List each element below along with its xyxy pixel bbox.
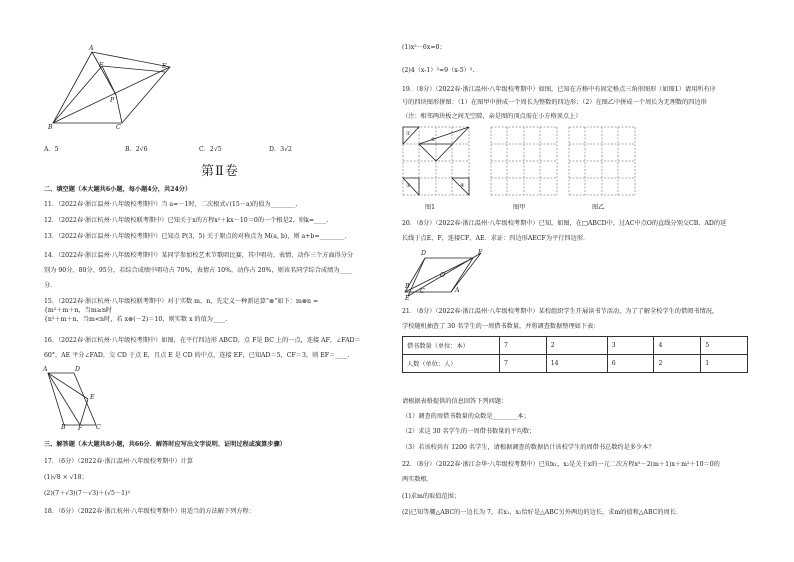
grid-figure-yi xyxy=(569,127,635,197)
fig2-label-d: D xyxy=(75,366,80,373)
table-cell: 借书数量（单位：本） xyxy=(403,337,500,355)
table-cell: 4 xyxy=(654,337,701,355)
caption-fig-jia: 图甲 xyxy=(513,204,526,211)
book-count-table xyxy=(402,336,748,373)
svg-text:③: ③ xyxy=(406,183,411,189)
table-row xyxy=(403,355,748,373)
fig1-label-p: P xyxy=(110,97,115,104)
section2-heading: 二、填空题（本大题共6小题，每小题4分，共24分） xyxy=(44,186,192,193)
part2-title: 第Ⅱ卷 xyxy=(201,164,239,179)
question-21-part3: （3）若该校共有 1200 名学生，请根据调查的数据估计该校学生的周借书总数约是多少本？ xyxy=(402,444,655,451)
choice-b: B．2√6 xyxy=(125,146,148,153)
fig1-label-f: F xyxy=(99,62,104,69)
caption-fig1: 图1 xyxy=(425,204,436,211)
question-18-eq2: (2)4（x-1）²=9（x-5）². xyxy=(402,67,475,74)
svg-text:②: ② xyxy=(431,137,436,143)
fig3-label-f: F xyxy=(478,249,483,256)
question-15-line1: 15．（2022春·浙江杭州·八年级校联考期中）对于实数 m，n，先定义一种新运算“⊗”如下：m⊗n = xyxy=(44,298,319,305)
fig3-label-d: D xyxy=(421,250,426,257)
table-cell: 6 xyxy=(607,355,654,373)
question-18-eq1: (1)x²－6x=0； xyxy=(402,44,446,51)
question-12: 12．（2022春·浙江杭州·八年级校联考期中）已知关于x的方程x²＋kx－10＝0的一个根是2，则k=____. xyxy=(44,217,329,224)
fig2-label-c: C xyxy=(96,424,101,431)
caption-fig-yi: 图乙 xyxy=(592,204,605,211)
question-16-line2: 60°，AE 平分∠FAD，交 CD 于点 E，且点 E 是 CD 的中点，连接 EF，已知AD＝5，CF＝3，则 EF＝____. xyxy=(44,352,350,359)
question-15-line2: {m²＋m＋n，当m≥n时 xyxy=(44,307,113,314)
table-cell: 人数（单位：人） xyxy=(403,355,500,373)
question-14-line3: 分. xyxy=(44,282,53,289)
fig3-label-o: O xyxy=(440,272,446,279)
fig2-label-e: E xyxy=(90,394,95,401)
table-cell: 7 xyxy=(500,355,547,373)
choice-d: D．3√2 xyxy=(269,146,292,153)
question-22-line1: 22．（8分）（2022春·浙江金华·八年级校考期中）已知x₁，x₂是关于x的一元二次方程x²－2(m＋1)x＋m²＋10＝0的 xyxy=(402,461,720,468)
fig1-label-a: A xyxy=(89,45,94,52)
fig2-label-b: B xyxy=(61,424,66,431)
question-21-line1: 21．（8分）（2022春·浙江温州·八年级校考期中）某校组织学生开展读书节活动，为了了解全校学生的借阅书情况， xyxy=(402,308,719,315)
question-15-line3: {n²＋m＋n，当m<n时，若 x⊗(－2)＝10，则实数 x 的值为____. xyxy=(44,316,228,323)
question-17-part2: (2)(7＋√3)(7－√3)＋(√5－1)² xyxy=(44,490,130,497)
question-22-part1: (1)求m的取值范围； xyxy=(402,493,460,500)
question-20-line1: 20．（8分）（2022春·浙江温州·八年级校考期中）已知，如图，在□ABCD中，过AC中点O的直线分别交CB、AD的延 xyxy=(402,220,727,227)
table-cell: 2 xyxy=(654,355,701,373)
table-cell: 3 xyxy=(607,337,654,355)
question-19-line1: 19．（8分）（2022春·浙江温州·八年级校考期中）如图，已知在方格中有固定格点三角形图形（如图1）请用所有序 xyxy=(402,86,716,93)
table-cell: 1 xyxy=(701,355,748,373)
question-11: 11．（2022春·浙江温州·八年级校考期中）当 a=－1时，二次根式√(15－a)的值为________. xyxy=(44,201,298,208)
question-13: 13．（2022春·浙江温州·八年级校考期中）已知点 P(3，5) 关于原点的对称点为 M(a, b)，则 a+b=________. xyxy=(44,233,347,240)
parallelogram-figure-1 xyxy=(50,45,190,130)
question-14-line1: 14．（2022春·浙江温州·八年级校考期中）某同学参加校艺术节歌唱比赛，其中唱功、表情、动作三个方面得分分 xyxy=(44,252,354,259)
question-17: 17．（6分）（2022春·浙江温州·八年级校考期中）计算 xyxy=(44,458,194,465)
svg-text:④: ④ xyxy=(460,183,465,189)
fig3-label-a: A xyxy=(455,287,460,294)
question-16-line1: 16．（2022春·浙江杭州·八年级校考期中）如图，在平行四边形 ABCD，点 F是 BC 上的一点，连接 AF，∠FAD＝ xyxy=(44,337,361,344)
question-17-part1: (1)√8 × √18； xyxy=(44,474,88,481)
choice-a: A．5 xyxy=(44,146,59,153)
fig1-label-b: B xyxy=(48,124,53,131)
question-21-part2: （2）求这 30 名学生的一周借书数量的平均数； xyxy=(402,428,536,435)
section3-heading: 三、解答题（本大题共8小题，共66分．解答时应写出文字说明、证明过程或演算步骤） xyxy=(44,441,286,448)
fig2-label-f: F xyxy=(78,425,83,432)
fig3-label-e: E xyxy=(405,295,410,302)
question-21-part1: （1）调查的周借书数量的众数是________本； xyxy=(402,413,530,420)
question-21-intro: 请根据表格提供的信息回答下列问题： xyxy=(402,398,508,405)
fig1-label-c: C xyxy=(116,124,121,131)
table-cell: 7 xyxy=(500,337,547,355)
grid-figure-jia xyxy=(491,127,557,197)
table-cell: 5 xyxy=(701,337,748,355)
question-21-line2: 学校随机抽查了 30 名学生的一周借书数量，并将调查数据整理如下表： xyxy=(402,323,600,330)
table-row xyxy=(403,337,748,355)
question-20-line2: 长线于点E、F，连接CF、AE．求证：四边形AECF为平行四边形． xyxy=(402,235,590,242)
question-22-line2: 两实数根． xyxy=(402,476,433,483)
svg-text:①: ① xyxy=(406,131,411,137)
fig1-label-e: E xyxy=(162,63,167,70)
choice-c: C．2√5 xyxy=(199,146,222,153)
table-cell: 14 xyxy=(546,355,607,373)
question-18: 18．（6分）（2022春·浙江杭州·八年级校考期中）用适当的方法解下列方程： xyxy=(44,508,255,515)
fig3-label-b: B xyxy=(405,283,410,290)
grid-figure-1 xyxy=(403,127,469,197)
question-14-line2: 别为 90分、80分、95分，若综合成绩中唱功占 70%，表情占 10%，动作占 20%，则该名同学综合成绩为____ xyxy=(44,267,352,274)
parallelogram-figure-2 xyxy=(44,370,104,430)
question-22-part2: (2)已知等腰△ABC的一边长为 7，若x₁，x₂恰好是△ABC另外两边的边长，求m的值和△ABC的周长． xyxy=(402,509,683,516)
fig3-label-c: C xyxy=(420,288,425,295)
question-19-line3: （注：相邻两块板之间无空隙，亲是图的顶点需在小方格顶点上） xyxy=(402,113,582,120)
fig2-label-a: A xyxy=(43,366,48,373)
question-19-line2: 号的四块图形拼图：（1）在图甲中拼成一个周长为整数的四边形；（2）在图乙中拼成一个周长为无理数的四边形 xyxy=(402,99,707,106)
table-cell: 2 xyxy=(546,337,607,355)
